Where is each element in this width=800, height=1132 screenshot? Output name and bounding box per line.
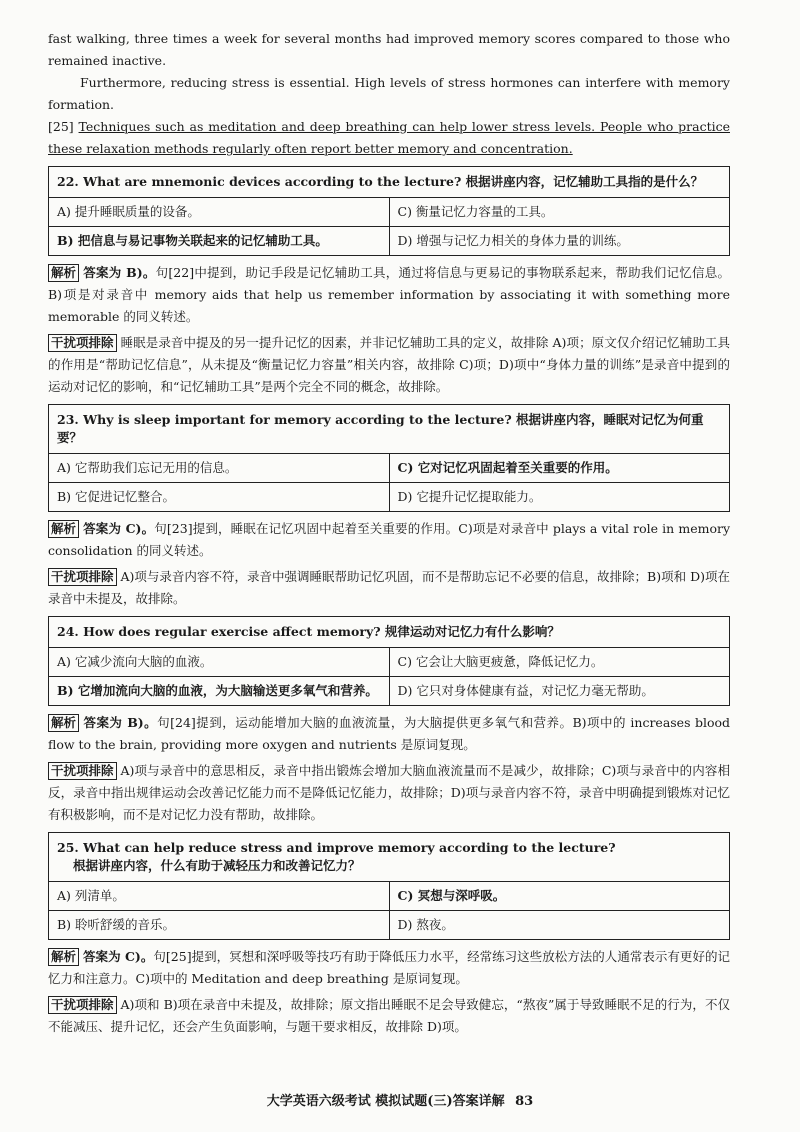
option-b: B) 聆听舒缓的音乐。 — [49, 911, 390, 940]
question-stem: 22. What are mnemonic devices according to the lecture? 根据讲座内容，记忆辅助工具指的是什么？ — [49, 167, 730, 198]
distractor-tag: 干扰项排除 — [48, 996, 117, 1014]
question-25-table — [48, 832, 730, 940]
question-stem-cn: 根据讲座内容，什么有助于减轻压力和改善记忆力？ — [73, 858, 361, 873]
option-a: A) 列清单。 — [49, 882, 390, 911]
option-c: C) 衡量记忆力容量的工具。 — [389, 198, 730, 227]
analysis-text: 句[25]提到，冥想和深呼吸等技巧有助于降低压力水平，经常练习这些放松方法的人通常表示有更好的记忆力和注意力。C)项中的 Meditation and deep breathing 是原词复现。 — [48, 949, 730, 986]
intro-paragraph-2-cont — [48, 116, 730, 160]
option-c: C) 冥想与深呼吸。 — [389, 882, 730, 911]
distractor-tag: 干扰项排除 — [48, 568, 117, 586]
distractor-text: A)项与录音内容不符，录音中强调睡眠帮助记忆巩固，而不是帮助忘记不必要的信息，故排除；B)项和 D)项在录音中未提及，故排除。 — [48, 569, 730, 606]
answer-22: 答案为 B)。 — [83, 265, 156, 280]
option-a: A) 它减少流向大脑的血液。 — [49, 648, 390, 677]
option-c: C) 它会让大脑更疲惫，降低记忆力。 — [389, 648, 730, 677]
answer-25: 答案为 C)。 — [83, 949, 154, 964]
option-c: C) 它对记忆巩固起着至关重要的作用。 — [389, 454, 730, 483]
distractor-25 — [48, 994, 730, 1038]
distractor-24 — [48, 760, 730, 826]
distractor-23 — [48, 566, 730, 610]
analysis-text: 句[23]提到，睡眠在记忆巩固中起着至关重要的作用。C)项是对录音中 plays a vital role in memory consolidation 的同义转述。 — [48, 521, 731, 558]
option-d: D) 增强与记忆力相关的身体力量的训练。 — [389, 227, 730, 256]
distractor-22 — [48, 332, 730, 398]
question-stem: 23. Why is sleep important for memory according to the lecture? 根据讲座内容，睡眠对记忆为何重要？ — [49, 405, 730, 454]
page-number: 83 — [515, 1094, 534, 1109]
intro-paragraph-1: fast walking, three times a week for several months had improved memory scores compared to those who remained inactive. — [48, 31, 730, 68]
intro-lead-text: Furthermore, reducing stress is essential. High levels of stress hormones can interfere with memory formation. — [48, 75, 730, 112]
analysis-text: 句[22]中提到，助记手段是记忆辅助工具，通过将信息与更易记的事物联系起来，帮助我们记忆信息。B)项是对录音中 memory aids that help us remember information by associating it with something more memorable 的同义转述。 — [48, 265, 730, 324]
question-22-table — [48, 166, 730, 256]
analysis-24 — [48, 712, 730, 756]
underlined-key-sentence: Techniques such as meditation and deep breathing can help lower stress levels. People who practice these relaxation methods regularly often report better memory and concentration. — [48, 119, 730, 156]
answer-23: 答案为 C)。 — [83, 521, 155, 536]
analysis-23 — [48, 518, 730, 562]
distractor-tag: 干扰项排除 — [48, 762, 117, 780]
option-a: A) 提升睡眠质量的设备。 — [49, 198, 390, 227]
question-stem: 24. How does regular exercise affect memory? 规律运动对记忆力有什么影响？ — [49, 617, 730, 648]
option-b: B) 它促进记忆整合。 — [49, 483, 390, 512]
answer-24: 答案为 B)。 — [83, 715, 158, 730]
question-23-table — [48, 404, 730, 512]
intro-paragraph-2 — [48, 72, 730, 116]
question-24-table — [48, 616, 730, 706]
option-b: B) 把信息与易记事物关联起来的记忆辅助工具。 — [49, 227, 390, 256]
distractor-text: 睡眠是录音中提及的另一提升记忆的因素，并非记忆辅助工具的定义，故排除 A)项；原文仅介绍记忆辅助工具的作用是“帮助记忆信息”，从未提及“衡量记忆力容量”相关内容，故排除 C)项；D)项中“身体力量的训练”是录音中提到的运动对记忆的影响，和“记忆辅助工具”是两个完全不同的概念，故排除。 — [48, 335, 730, 394]
sentence-marker-25: [25] — [48, 119, 74, 134]
analysis-tag: 解析 — [48, 714, 79, 732]
question-stem-en: 25. What can help reduce stress and improve memory according to the lecture? — [57, 840, 616, 855]
analysis-tag: 解析 — [48, 948, 79, 966]
page-footer — [0, 1090, 800, 1109]
distractor-tag: 干扰项排除 — [48, 334, 117, 352]
option-d: D) 熬夜。 — [389, 911, 730, 940]
analysis-22 — [48, 262, 730, 328]
option-d: D) 它提升记忆提取能力。 — [389, 483, 730, 512]
analysis-tag: 解析 — [48, 264, 79, 282]
page-body — [48, 28, 730, 1038]
question-stem — [49, 833, 730, 882]
distractor-text: A)项和 B)项在录音中未提及，故排除；原文指出睡眠不足会导致健忘，“熬夜”属于导致睡眠不足的行为，不仅不能减压、提升记忆，还会产生负面影响，与题干要求相反，故排除 D)项。 — [48, 997, 730, 1034]
option-d: D) 它只对身体健康有益，对记忆力毫无帮助。 — [389, 677, 730, 706]
analysis-25 — [48, 946, 730, 990]
analysis-text: 句[24]提到，运动能增加大脑的血液流量，为大脑提供更多氧气和营养。B)项中的 increases blood flow to the brain, providing more oxygen and nutrients 是原词复现。 — [48, 715, 730, 752]
option-b: B) 它增加流向大脑的血液，为大脑输送更多氧气和营养。 — [49, 677, 390, 706]
option-a: A) 它帮助我们忘记无用的信息。 — [49, 454, 390, 483]
footer-title: 大学英语六级考试 模拟试题(三)答案详解 — [266, 1094, 505, 1109]
analysis-tag: 解析 — [48, 520, 79, 538]
distractor-text: A)项与录音中的意思相反，录音中指出锻炼会增加大脑血液流量而不是减少，故排除；C)项与录音中的内容相反，录音中指出规律运动会改善记忆能力而不是降低记忆能力，故排除；D)项与录音内容不符，录音中明确提到锻炼对记忆有积极影响，而不是对记忆力没有帮助，故排除。 — [48, 763, 730, 822]
